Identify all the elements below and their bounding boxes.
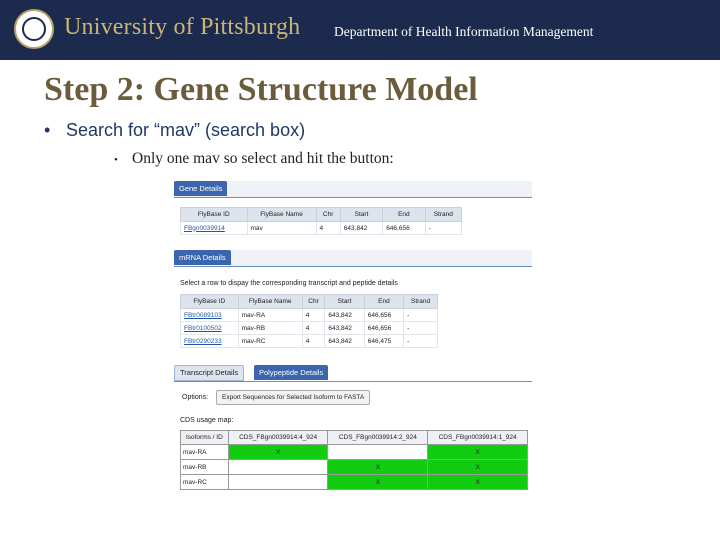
- university-seal-icon: [14, 9, 54, 49]
- cds-row: [181, 475, 528, 490]
- cds-usage-cell: [228, 460, 328, 475]
- gene-column-header[interactable]: FlyBase Name: [247, 208, 316, 222]
- cds-usage-cell: [328, 445, 428, 460]
- cds-isoform-cell: mav-RA: [181, 445, 229, 460]
- cds-usage-cell: X: [228, 445, 328, 460]
- mrna-row[interactable]: [181, 322, 438, 335]
- mrna-cell: mav-RA: [238, 309, 302, 322]
- mrna-cell: mav-RC: [238, 335, 302, 348]
- options-label: Options:: [182, 394, 209, 401]
- mrna-cell: 646,656: [364, 322, 403, 335]
- tab-gene-details[interactable]: Gene Details: [174, 181, 227, 196]
- mrna-cell[interactable]: FBtr0100502: [181, 322, 239, 335]
- bullet-2: • Only one mav so select and hit the button:: [114, 150, 394, 167]
- cds-usage-table: [180, 430, 528, 490]
- mrna-cell: mav-RB: [238, 322, 302, 335]
- mrna-cell: 4: [302, 322, 325, 335]
- bullet-2-text: Only one mav so select and hit the button:: [132, 150, 394, 167]
- cds-usage-cell: [228, 475, 328, 490]
- mrna-table: [180, 294, 438, 348]
- gene-column-header[interactable]: End: [383, 208, 425, 222]
- gene-cell: mav: [247, 222, 316, 235]
- gene-tabbar: [174, 181, 532, 198]
- cds-isoform-cell: mav-RB: [181, 460, 229, 475]
- gene-row[interactable]: [181, 222, 462, 235]
- gene-column-header[interactable]: Strand: [425, 208, 461, 222]
- bullet-1-text: Search for “mav” (search box): [66, 120, 306, 140]
- gene-cell: 643,842: [340, 222, 382, 235]
- gene-table: [180, 207, 462, 235]
- export-fasta-button[interactable]: Export Sequences for Selected Isoform to FASTA: [216, 390, 370, 405]
- mrna-cell: 643,842: [325, 335, 364, 348]
- cds-usage-cell: X: [428, 475, 528, 490]
- mrna-cell: 646,656: [364, 309, 403, 322]
- gene-cell[interactable]: FBgn0039914: [181, 222, 248, 235]
- tab-polypeptide-details[interactable]: Polypeptide Details: [254, 365, 328, 380]
- mrna-cell[interactable]: FBtr0089103: [181, 309, 239, 322]
- cds-column-header: Isoforms / ID: [181, 431, 229, 445]
- cds-usage-cell: X: [428, 460, 528, 475]
- gene-column-header[interactable]: Start: [340, 208, 382, 222]
- cds-row: [181, 445, 528, 460]
- mrna-column-header[interactable]: Start: [325, 295, 364, 309]
- flybase-screenshot: [174, 181, 532, 501]
- mrna-cell: 646,475: [364, 335, 403, 348]
- slide-title: Step 2: Gene Structure Model: [44, 71, 478, 108]
- cds-row: [181, 460, 528, 475]
- tab-mrna-details[interactable]: mRNA Details: [174, 250, 231, 265]
- cds-usage-label: CDS usage map:: [180, 417, 234, 424]
- cds-usage-cell: X: [428, 445, 528, 460]
- mrna-cell: -: [404, 322, 438, 335]
- department-name: Department of Health Information Management: [334, 24, 594, 39]
- mrna-row[interactable]: [181, 309, 438, 322]
- bullet-1: • Search for “mav” (search box): [44, 120, 306, 140]
- mrna-cell: 643,842: [325, 309, 364, 322]
- mrna-tabbar: [174, 250, 532, 267]
- cds-column-header: CDS_FBgn0039914:1_924: [428, 431, 528, 445]
- header-bar: [0, 0, 720, 60]
- mrna-instruction: Select a row to dispay the corresponding transcript and peptide details: [180, 280, 398, 287]
- mrna-column-header[interactable]: Strand: [404, 295, 438, 309]
- mrna-row[interactable]: [181, 335, 438, 348]
- mrna-column-header[interactable]: End: [364, 295, 403, 309]
- mrna-cell: -: [404, 309, 438, 322]
- university-name: University of Pittsburgh: [64, 14, 301, 40]
- cds-column-header: CDS_FBgn0039914:2_924: [328, 431, 428, 445]
- mrna-column-header[interactable]: FlyBase Name: [238, 295, 302, 309]
- gene-cell: -: [425, 222, 461, 235]
- gene-column-header[interactable]: FlyBase ID: [181, 208, 248, 222]
- mrna-column-header[interactable]: Chr: [302, 295, 325, 309]
- mrna-cell: 4: [302, 309, 325, 322]
- cds-column-header: CDS_FBgn0039914:4_924: [228, 431, 328, 445]
- gene-column-header[interactable]: Chr: [316, 208, 340, 222]
- detail-tabbar: [174, 365, 532, 382]
- cds-usage-cell: X: [328, 460, 428, 475]
- mrna-cell: 4: [302, 335, 325, 348]
- mrna-cell[interactable]: FBtr0290233: [181, 335, 239, 348]
- gene-cell: 4: [316, 222, 340, 235]
- cds-isoform-cell: mav-RC: [181, 475, 229, 490]
- mrna-cell: 643,842: [325, 322, 364, 335]
- mrna-cell: -: [404, 335, 438, 348]
- cds-usage-cell: X: [328, 475, 428, 490]
- gene-cell: 646,656: [383, 222, 425, 235]
- tab-transcript-details[interactable]: Transcript Details: [174, 365, 244, 381]
- mrna-column-header[interactable]: FlyBase ID: [181, 295, 239, 309]
